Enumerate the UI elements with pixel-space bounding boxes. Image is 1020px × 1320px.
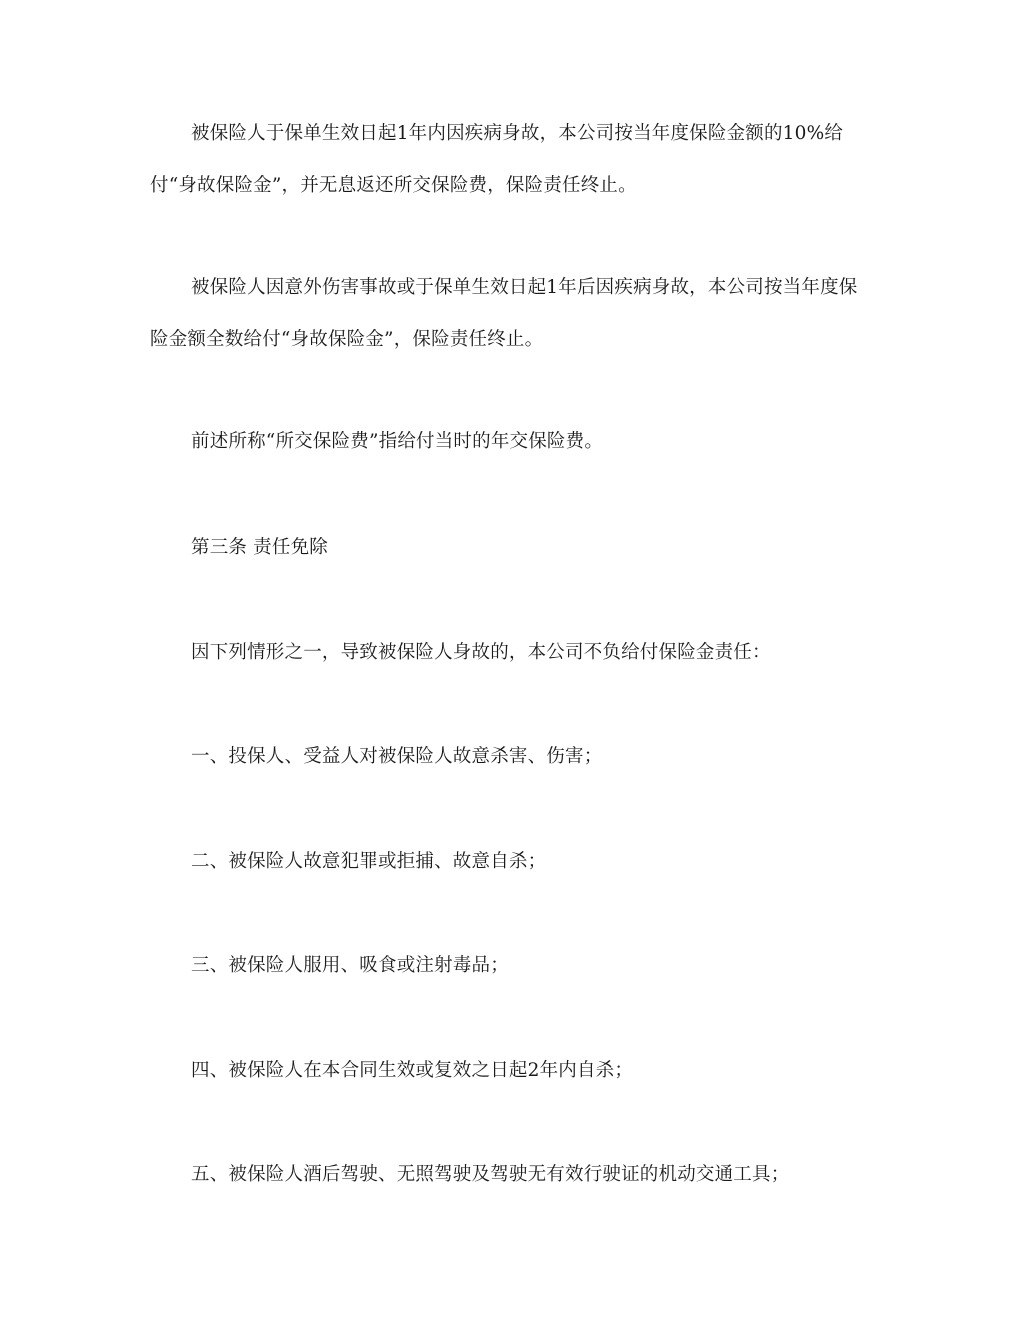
paragraph-death-benefit-illness-first-year: 被保险人于保单生效日起1年内因疾病身故，本公司按当年度保险金额的10%给付“身故保险金”，并无息返还所交保险费，保险责任终止。	[150, 123, 844, 196]
paragraph-exclusions-intro: 因下列情形之一，导致被保险人身故的，本公司不负给付保险金责任：	[191, 642, 771, 663]
exclusion-item-1: 一、投保人、受益人对被保险人故意杀害、伤害；	[191, 746, 603, 767]
paragraph-premium-definition: 前述所称“所交保险费”指给付当时的年交保险费。	[191, 431, 604, 452]
exclusion-item-5: 五、被保险人酒后驾驶、无照驾驶及驾驶无有效行驶证的机动交通工具；	[191, 1164, 790, 1185]
exclusion-item-3: 三、被保险人服用、吸食或注射毒品；	[191, 955, 509, 976]
exclusion-item-4: 四、被保险人在本合同生效或复效之日起2年内自杀；	[191, 1060, 634, 1081]
exclusion-item-2: 二、被保险人故意犯罪或拒捕、故意自杀；	[191, 851, 547, 872]
paragraph-death-benefit-accident: 被保险人因意外伤害事故或于保单生效日起1年后因疾病身故，本公司按当年度保险金额全数给付“身故保险金”，保险责任终止。	[150, 277, 858, 350]
section-heading-exclusions: 第三条 责任免除	[191, 537, 328, 558]
